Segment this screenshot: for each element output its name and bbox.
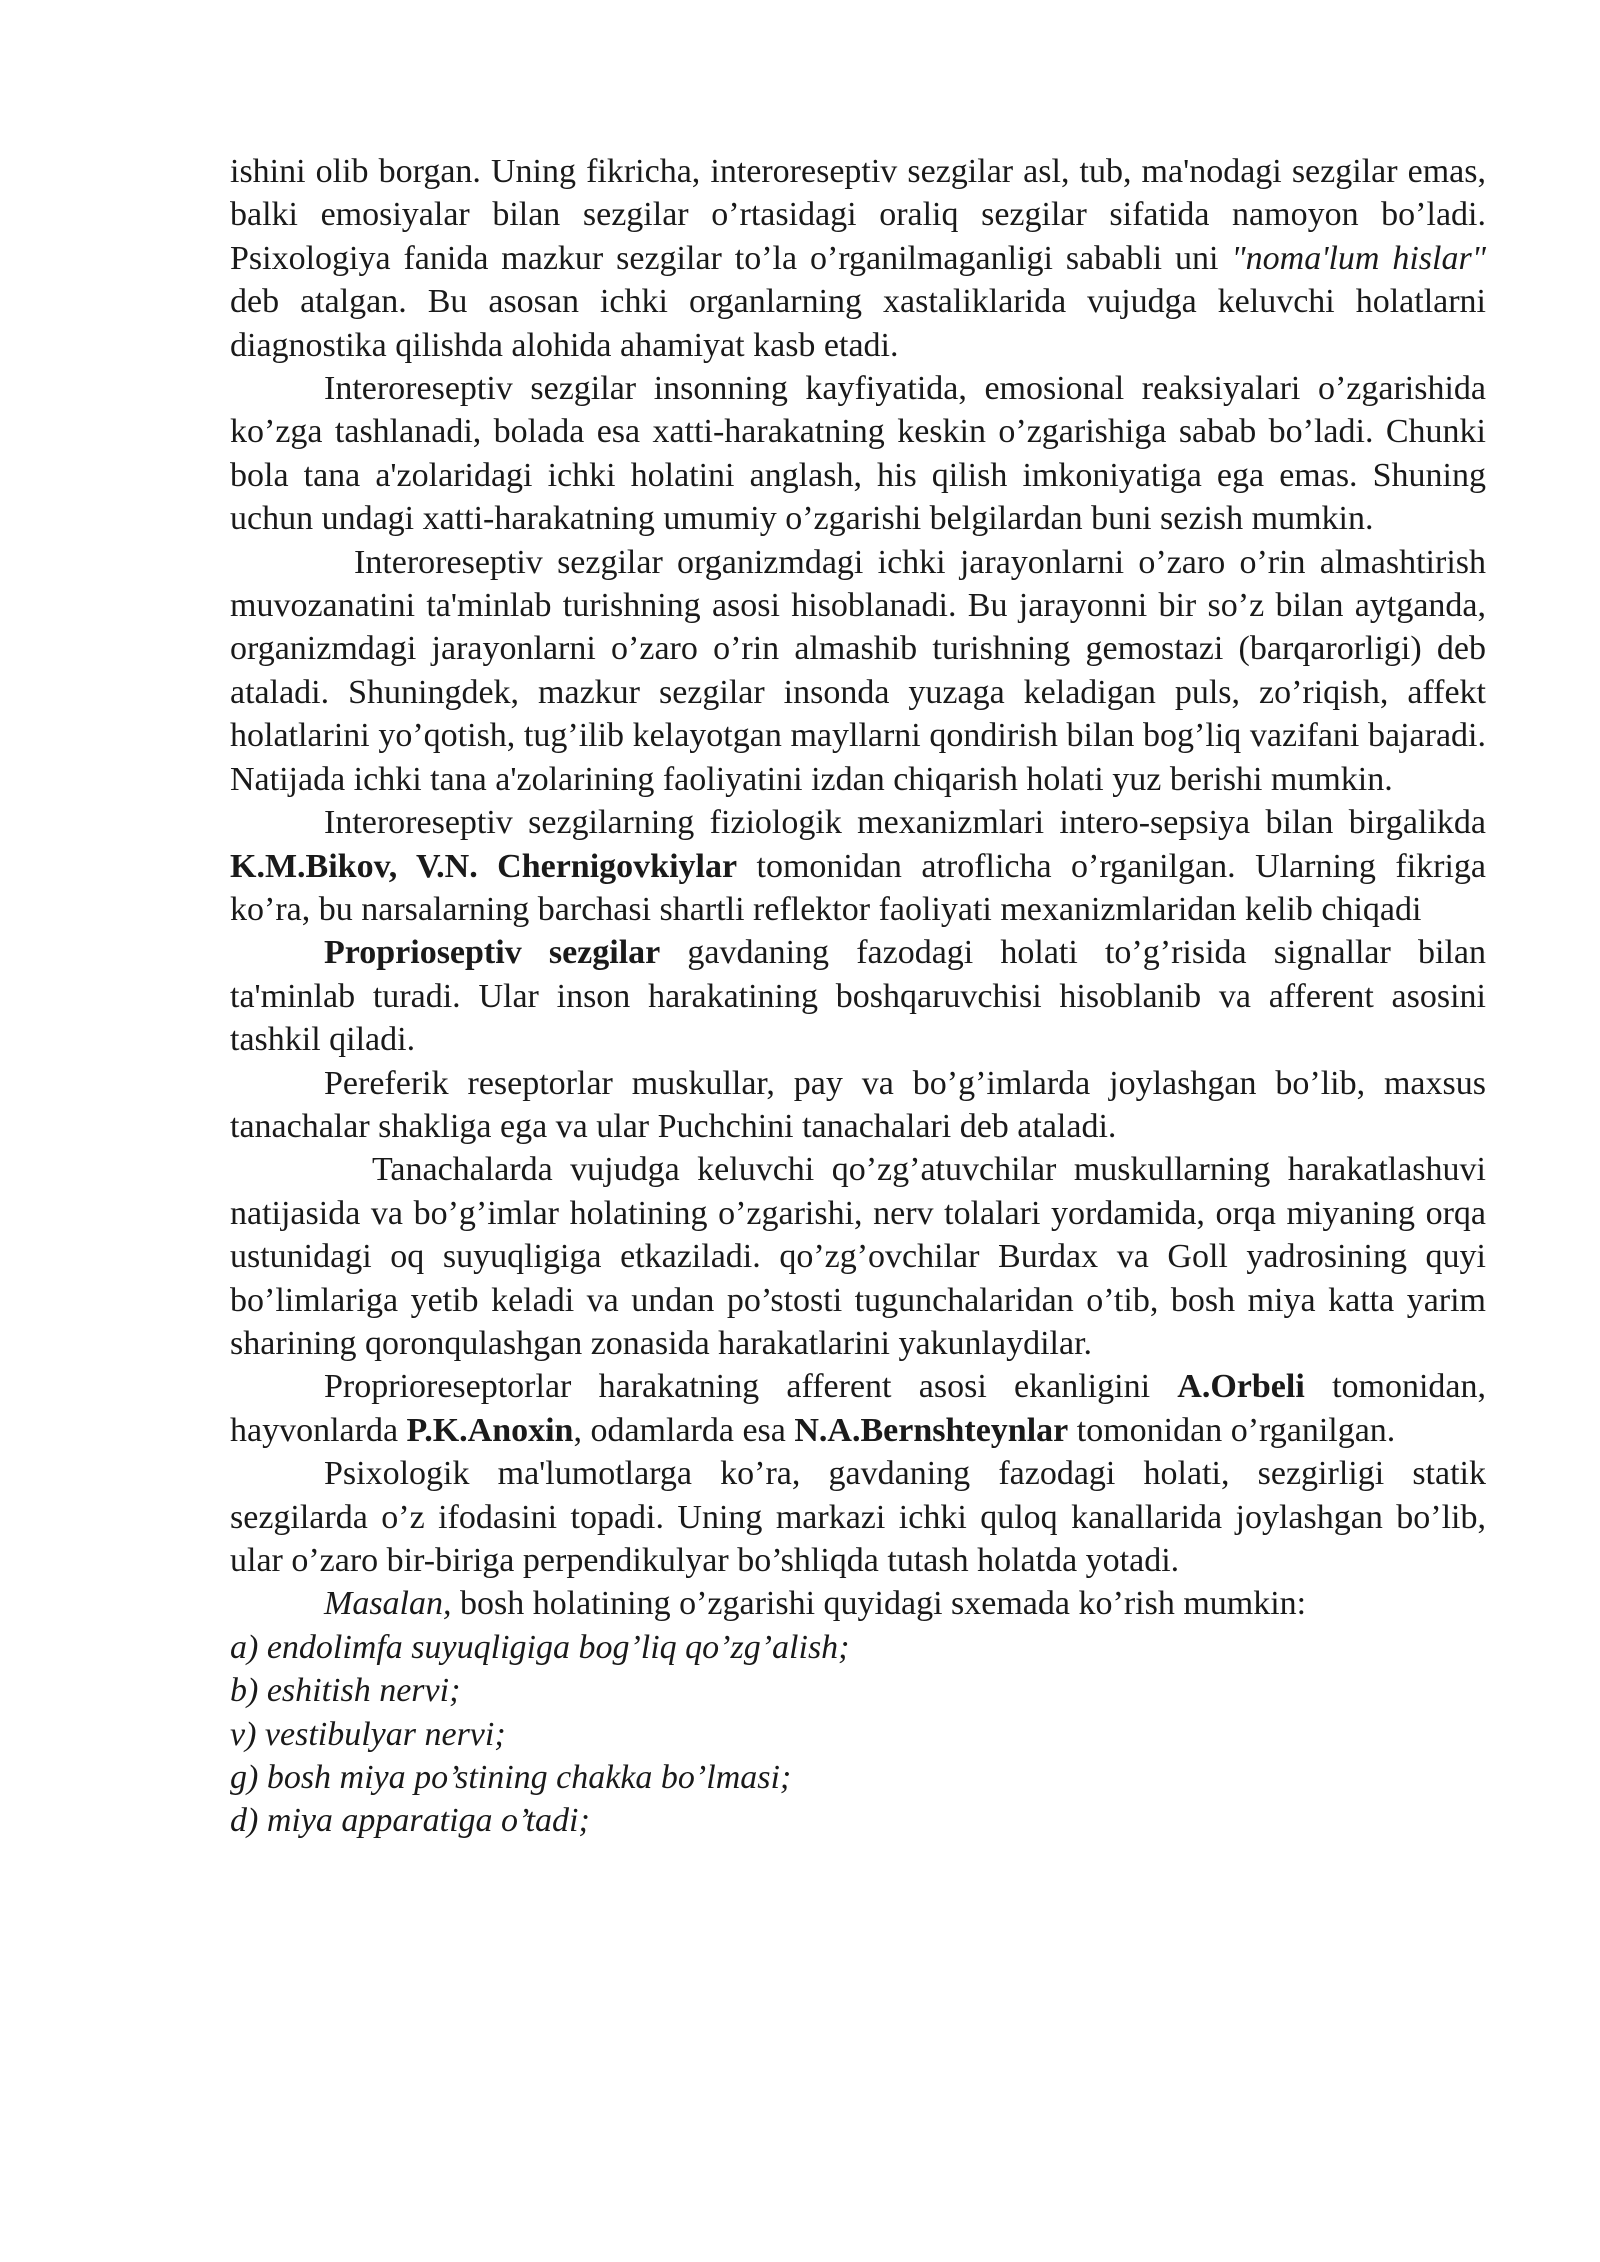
paragraph-5: Proprioseptiv sezgilar gavdaning fazodagi holati to’g’risida signallar bilan ta'minlab turadi. Ular inson harakatining boshqaruvchisi hisoblanib va afferent asosini tashkil qiladi. <box>230 934 1486 1059</box>
italic-lead: Masalan, <box>324 1585 452 1623</box>
list-item: v) vestibulyar nervi; <box>230 1715 506 1753</box>
paragraph-10: Masalan, bosh holatining o’zgarishi quyidagi sxemada ko’rish mumkin: <box>324 1585 1307 1623</box>
scheme-list <box>230 1626 1486 1843</box>
paragraph-1: ishini olib borgan. Uning fikricha, interoreseptiv sezgilar asl, tub, ma'nodagi sezgilar emas, balki emosiyalar bilan sezgilar o’rtasidagi oraliq sezgilar sifatida namoyon bo’ladi. Psixologiya fanida mazkur sezgilar to’la o’rganilmaganligi sababli uni "noma'lum hislar" deb atalgan. Bu asosan ichki organlarning xastaliklarida vujudga keluvchi holatlarni diagnostika qilishda alohida ahamiyat kasb etadi. <box>230 153 1486 364</box>
document-page <box>230 150 1486 1843</box>
bold-author-3: N.A.Bernshteynlar <box>794 1411 1069 1449</box>
list-item: b) eshitish nervi; <box>230 1672 461 1710</box>
paragraph-3: Interoreseptiv sezgilar organizmdagi ichki jarayonlarni o’zaro o’rin almashtirish muvozanatini ta'minlab turishning asosi hisoblanadi. Bu jarayonni bir so’z bilan aytganda, organizmdagi jarayonlarni o’zaro o’rin almashib turishning gemostazi (barqarorligi) deb ataladi. Shuningdek, mazkur sezgilar insonda yuzaga keladigan puls, zo’riqish, affekt holatlarini yo’qotish, tug’ilib kelayotgan mayllarni qondirish bilan bog’liq vazifani bajaradi. Natijada ichki tana a'zolarining faoliyatini izdan chiqarish holati yuz berishi mumkin. <box>230 543 1486 798</box>
list-item: d) miya apparatiga o’tadi; <box>230 1802 590 1840</box>
bold-author-2: P.K.Anoxin <box>406 1411 574 1449</box>
bold-author-1: A.Orbeli <box>1177 1368 1305 1406</box>
list-item: a) endolimfa suyuqligiga bog’liq qo’zg’alish; <box>230 1628 850 1666</box>
paragraph-8: Proprioreseptorlar harakatning afferent asosi ekanligini A.Orbeli tomonidan, hayvonlarda P.K.Anoxin, odamlarda esa N.A.Bernshteynlar tomonidan o’rganilgan. <box>230 1368 1486 1449</box>
paragraph-7: Tanachalarda vujudga keluvchi qo’zg’atuvchilar muskullarning harakatlashuvi natijasida va bo’g’imlar holatining o’zgarishi, nerv tolalari yordamida, orqa miyaning orqa ustunidagi oq suyuqligiga etkaziladi. qo’zg’ovchilar Burdax va Goll yadrosining quyi bo’limlariga yetib keladi va undan po’stosti tugunchalaridan o’tib, bosh miya katta yarim sharining qoronqulashgan zonasida harakatlarini yakunlaydilar. <box>230 1151 1486 1362</box>
paragraph-2: Interoreseptiv sezgilar insonning kayfiyatida, emosional reaksiyalari o’zgarishida ko’zga tashlanadi, bolada esa xatti-harakatning keskin o’zgarishiga sabab bo’ladi. Chunki bola tana a'zolaridagi ichki holatini anglash, his qilish imkoniyatiga ega emas. Shuning uchun undagi xatti-harakatning umumiy o’zgarishi belgilardan buni sezish mumkin. <box>230 370 1486 538</box>
list-item: g) bosh miya po’stining chakka bo’lmasi; <box>230 1759 792 1797</box>
quoted-term: "noma'lum hislar" <box>1231 239 1486 277</box>
paragraph-6: Pereferik reseptorlar muskullar, pay va bo’g’imlarda joylashgan bo’lib, maxsus tanachalar shakliga ega va ular Puchchini tanachalari deb ataladi. <box>230 1064 1486 1145</box>
paragraph-9: Psixologik ma'lumotlarga ko’ra, gavdaning fazodagi holati, sezgirligi statik sezgilarda o’z ifodasini topadi. Uning markazi ichki quloq kanallarida joylashgan bo’lib, ular o’zaro bir-biriga perpendikulyar bo’shliqda tutash holatda yotadi. <box>230 1455 1486 1579</box>
bold-term: Proprioseptiv sezgilar <box>324 934 661 972</box>
bold-authors: K.M.Bikov, V.N. Chernigovkiylar <box>230 847 738 885</box>
paragraph-4: Interoreseptiv sezgilarning fiziologik mexanizmlari intero-sepsiya bilan birgalikda K.M.Bikov, V.N. Chernigovkiylar tomonidan atroflicha o’rganilgan. Ularning fikriga ko’ra, bu narsalarning barchasi shartli reflektor faoliyati mexanizmlaridan kelib chiqadi <box>230 804 1486 928</box>
